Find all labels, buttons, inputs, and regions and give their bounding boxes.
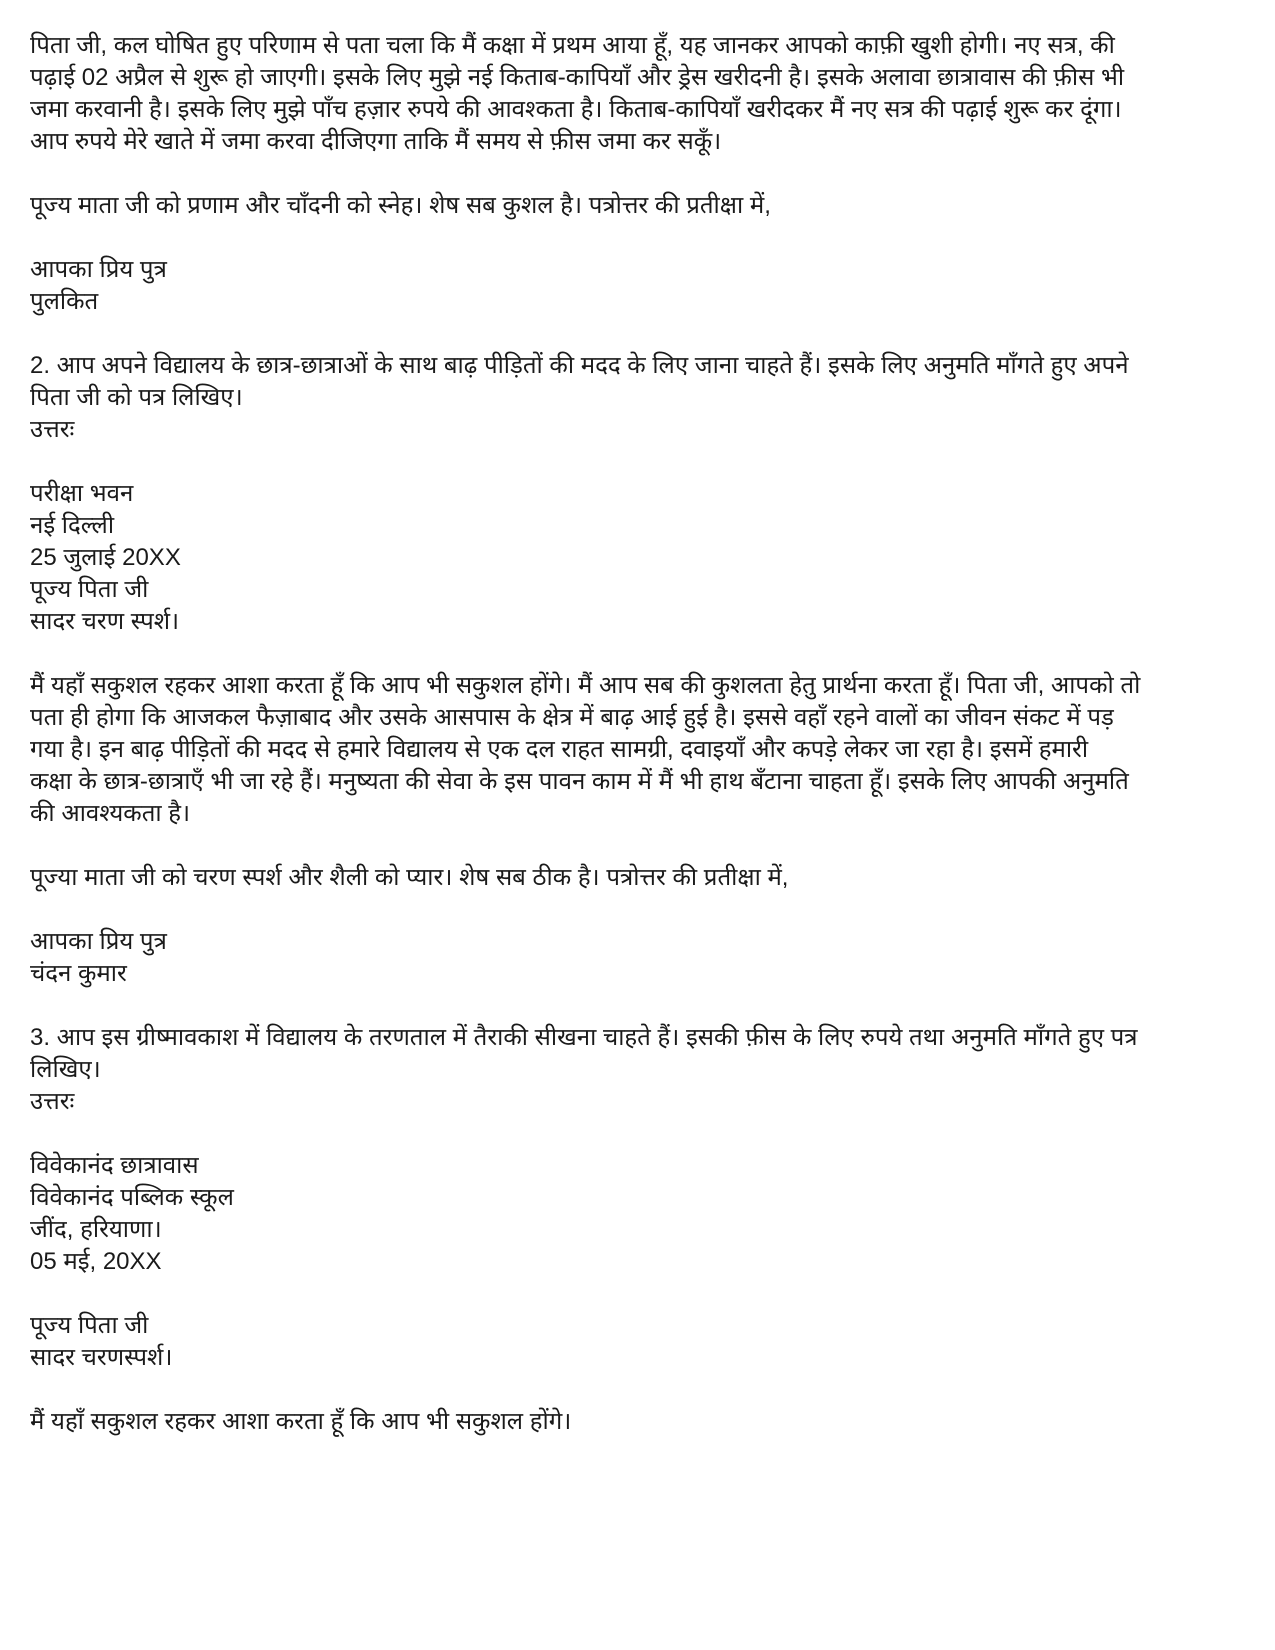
document-page — [30, 30, 1255, 1438]
letter1-signoff: आपका प्रिय पुत्र — [30, 256, 167, 283]
address-line: नई दिल्ली — [30, 512, 115, 539]
letter1-closing: पूज्य माता जी को प्रणाम और चाँदनी को स्नेह। शेष सब कुशल है। पत्रोत्तर की प्रतीक्षा में, — [30, 192, 771, 219]
letter1-body — [30, 30, 1255, 158]
salutation: पूज्य पिता जी — [30, 576, 149, 603]
letter3-header — [30, 1150, 1255, 1278]
letter-date: 25 जुलाई 20XX — [30, 544, 181, 571]
letter1-name: पुलकित — [30, 288, 99, 315]
text-line: मैं यहाँ सकुशल रहकर आशा करता हूँ कि आप भी सकुशल होंगे। — [30, 1408, 572, 1435]
letter2-name: चंदन कुमार — [30, 960, 127, 987]
answer-label: उत्तरः — [30, 1088, 75, 1115]
salutation: पूज्य पिता जी — [30, 1312, 149, 1339]
greeting: सादर चरणस्पर्श। — [30, 1344, 173, 1371]
text-line: पढ़ाई 02 अप्रैल से शुरू हो जाएगी। इसके लिए मुझे नई किताब-कापियाँ और ड्रेस खरीदनी है। इसके अलावा छात्रावास की फ़ीस भी — [30, 64, 1125, 91]
question2 — [30, 350, 1255, 446]
letter2-closing: पूज्या माता जी को चरण स्पर्श और शैली को प्यार। शेष सब ठीक है। पत्रोत्तर की प्रतीक्षा में, — [30, 864, 789, 891]
text-line: आप रुपये मेरे खाते में जमा करवा दीजिएगा ताकि मैं समय से फ़ीस जमा कर सकूँ। — [30, 128, 722, 155]
text-line: पिता जी, कल घोषित हुए परिणाम से पता चला कि मैं कक्षा में प्रथम आया हूँ, यह जानकर आपको काफ़ी खुशी होगी। नए सत्र, की — [30, 32, 1115, 59]
question-line: लिखिए। — [30, 1056, 101, 1083]
letter2-signoff: आपका प्रिय पुत्र — [30, 928, 167, 955]
greeting: सादर चरण स्पर्श। — [30, 608, 180, 635]
letter-date: 05 मई, 20XX — [30, 1248, 162, 1275]
address-line: विवेकानंद पब्लिक स्कूल — [30, 1184, 234, 1211]
address-line: जींद, हरियाणा। — [30, 1216, 162, 1243]
text-line: मैं यहाँ सकुशल रहकर आशा करता हूँ कि आप भी सकुशल होंगे। मैं आप सब की कुशलता हेतु प्रार्थना करता हूँ। पिता जी, आपको तो — [30, 672, 1141, 699]
address-line: परीक्षा भवन — [30, 480, 134, 507]
text-line: कक्षा के छात्र-छात्राएँ भी जा रहे हैं। मनुष्यता की सेवा के इस पावन काम में मैं भी हाथ बँटाना चाहता हूँ। इसके लिए आपकी अनुमति — [30, 768, 1129, 795]
question-line: 2. आप अपने विद्यालय के छात्र-छात्राओं के साथ बाढ़ पीड़ितों की मदद के लिए जाना चाहते हैं। इसके लिए अनुमति माँगते हुए अपने — [30, 352, 1129, 379]
address-line: विवेकानंद छात्रावास — [30, 1152, 199, 1179]
text-line: पता ही होगा कि आजकल फैज़ाबाद और उसके आसपास के क्षेत्र में बाढ़ आई हुई है। इससे वहाँ रहने वालों का जीवन संकट में पड़ — [30, 704, 1114, 731]
text-line: की आवश्यकता है। — [30, 800, 191, 827]
letter3-body — [30, 1406, 1255, 1438]
letter2-body — [30, 670, 1255, 830]
question3 — [30, 1022, 1255, 1118]
letter2-header — [30, 478, 1255, 638]
answer-label: उत्तरः — [30, 416, 75, 443]
text-line: गया है। इन बाढ़ पीड़ितों की मदद से हमारे विद्यालय से एक दल राहत सामग्री, दवाइयाँ और कपड़े लेकर जा रहा है। इसमें हमारी — [30, 736, 1089, 763]
question-line: पिता जी को पत्र लिखिए। — [30, 384, 243, 411]
text-line: जमा करवानी है। इसके लिए मुझे पाँच हज़ार रुपये की आवश्कता है। किताब-कापियाँ खरीदकर मैं नए सत्र की पढ़ाई शुरू कर दूंगा। — [30, 96, 1122, 123]
question-line: 3. आप इस ग्रीष्मावकाश में विद्यालय के तरणताल में तैराकी सीखना चाहते हैं। इसकी फ़ीस के लिए रुपये तथा अनुमति माँगते हुए पत्र — [30, 1024, 1138, 1051]
